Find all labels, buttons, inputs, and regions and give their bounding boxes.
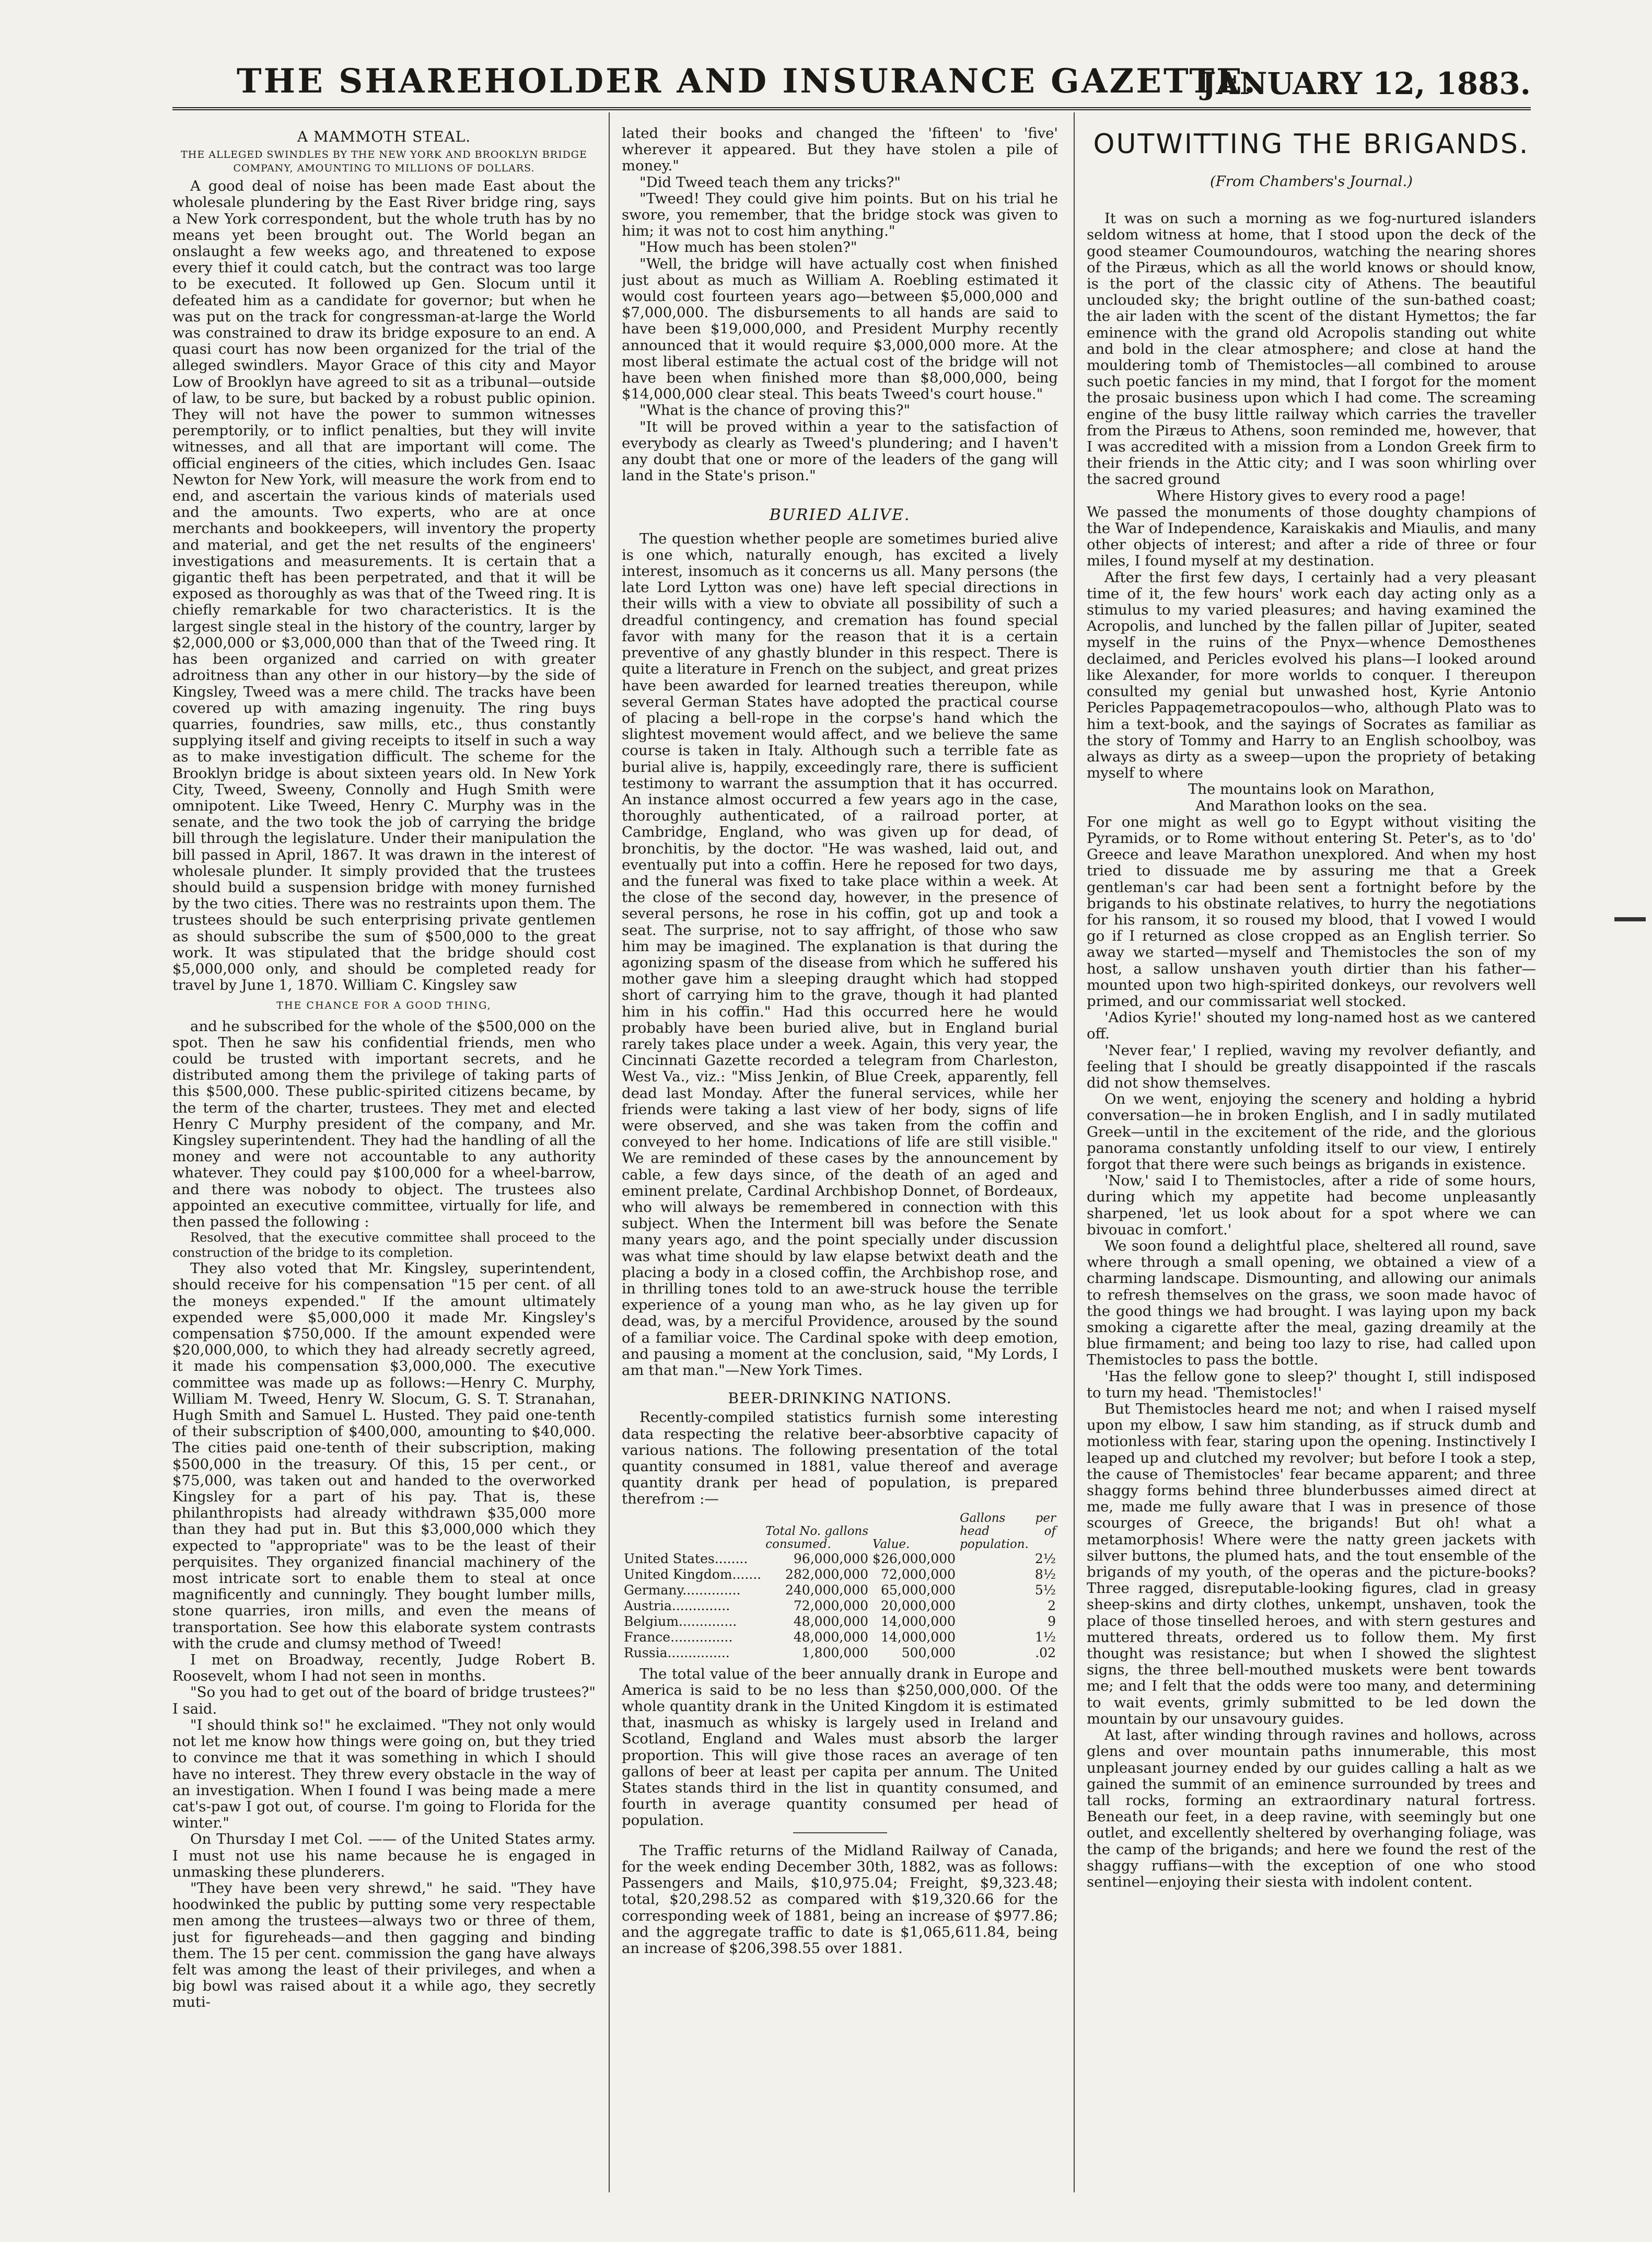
table-row bbox=[622, 1598, 1058, 1614]
table-row bbox=[622, 1582, 1058, 1598]
table-row bbox=[622, 1630, 1058, 1645]
table-header: Gallons per head of population. bbox=[960, 1511, 1056, 1551]
table-cell: .02 bbox=[1035, 1645, 1056, 1660]
column-divider bbox=[609, 112, 610, 2192]
table-cell: 14,000,000 bbox=[880, 1613, 956, 1629]
paragraph: A good deal of noise has been made East about the wholesale plundering by the East River bridge ring, says a New York correspondent, but the whole truth has by no means yet been brought out. The World began an onslaught a few weeks ago, and threatened to expose every thief it could catch, but the contract was too large to be executed. It followed up Gen. Slocum until it defeated him as a candidate for governor; but when he was put on the track for congressman-at-large the World was constrained to draw its bridge exposure to an end. A quasi court has now been organized for the trial of the alleged swindlers. Mayor Grace of this city and Mayor Low of Brooklyn have agreed to sit as a tribunal—outside of law, to be sure, but backed by a robust public opinion. They will not have the power to summon witnesses peremptorily, or to inflict penalties, but they will invite witnesses, and all that are important will come. The official engineers of the cities, which includes Gen. Isaac Newton for New York, will measure the work from end to end, and ascertain the various kinds of materials used and the amounts. Two experts, who are at once merchants and bookkeepers, will inventory the property and material, and get the net results of the engineers' investigations and measurements. It is certain that a gigantic theft has been perpetrated, and that it will be exposed as thoroughly as was that of the Tweed ring. It is chiefly remarkable for two characteristics. It is the largest single steal in the history of the country, larger by $2,000,000 or $3,000,000 than that of the Tweed ring. It has been organized and carried on with greater adroitness than any other in our history—by the side of Kingsley, Tweed was a mere child. The tracks have been covered up with amazing ingenuity. The ring buys quarries, foundries, saw mills, etc., thus constantly supplying itself and giving receipts to itself in such a way as to make investigation difficult. The scheme for the Brooklyn bridge is about sixteen years old. In New York City, Tweed, Sweeny, Connolly and Hugh Smith were omnipotent. Like Tweed, Henry C. Murphy was in the senate, and the two took the job of carrying the bridge bill through the legislature. Under their manipulation the bill passed in April, 1867. It was drawn in the interest of wholesale plunder. It simply provided that the trustees should build a suspension bridge with money furnished by the two cities. There was no restraints upon them. The trustees should be such enterprising private gentlemen as should subscribe the sum of $500,000 to the great work. It was stipulated that the bridge should cost $5,000,000 only, and should be completed ready for travel by June 1, 1870. William C. Kingsley saw bbox=[172, 178, 596, 994]
table-cell: 1,800,000 bbox=[801, 1645, 869, 1660]
table-cell: 48,000,000 bbox=[793, 1629, 869, 1645]
paragraph: The question whether people are sometimes buried alive is one which, naturally enough, has excited a lively interest, insomuch as it concerns us all. Many persons (the late Lord Lytton was one) have left special directions in their wills with a view to obviate all possibility of such a dreadful contingency, and cremation has found special favor with many for the reason that it is a certain preventive of any ghastly blunder in this respect. There is quite a literature in French on the subject, and great prizes have been awarded for learned treaties thereupon, while several German States have adopted the practical course of placing a bell-rope in the corpse's hand which the slightest movement would affect, and we believe the same course is taken in Italy. Although such a terrible fate as burial alive is, happily, exceedingly rare, there is sufficient testimony to warrant the assumption that it has occurred. An instance almost occurred a few years ago in the case, thoroughly authenticated, of a railroad porter, at Cambridge, England, who was given up for dead, of bronchitis, by the doctor. "He was washed, laid out, and eventually put into a coffin. Here he reposed for two days, and the funeral was fixed to take place within a week. At the close of the second day, however, in the presence of several persons, he rose in his coffin, got up and took a seat. The surprise, not to say affright, of those who saw him may be imagined. The explanation is that during the agonizing spasm of the disease from which he suffered his mother gave him a sleeping draught which had stopped short of carrying him to the grave, though it had planted him in his coffin." Had this occurred here he would probably have been buried alive, but in England burial rarely takes place under a week. Again, this very year, the Cincinnati Gazette recorded a telegram from Charleston, West Va., viz.: "Miss Jenkin, of Blue Creek, apparently, fell dead last Monday. After the funeral services, while her friends were taking a last view of her body, signs of life were observed, and she was taken from the coffin and conveyed to her home. Indications of life are still visible." We are reminded of these cases by the announcement by cable, a few days since, of the death of an aged and eminent prelate, Cardinal Archbishop Donnet, of Bordeaux, who will always be remembered in connection with this subject. When the Interment bill was before the Senate many years ago, and the point specially under discussion was what time should by law elapse betwixt death and the placing a body in a closed coffin, the Archbishop rose, and in thrilling tones told to an awe-struck house the terrible experience of a young man who, as he lay given up for dead, was, by a merciful Providence, aroused by the sound of a familiar voice. The Cardinal spoke with deep emotion, and pausing a moment at the conclusion, said, "My Lords, I am that man."—New York Times. bbox=[622, 530, 1058, 1379]
table-cell: France............... bbox=[624, 1629, 733, 1645]
column-divider bbox=[1074, 112, 1075, 2192]
table-cell: 72,000,000 bbox=[880, 1566, 956, 1582]
paragraph: The Traffic returns of the Midland Railway of Canada, for the week ending December 30th, 1882, was as follows: Passengers and Mails, $10,975.04; Freight, $9,323.48; total, $20,298.52 as compared with $19,320.66 for the corresponding week of 1881, being an increase of $977.86; and the aggregate traffic to date is $1,065,611.84, being an increase of $206,398.55 over 1881. bbox=[622, 1842, 1058, 1957]
paragraph: "How much has been stolen?" bbox=[639, 239, 857, 256]
paragraph: Recently-compiled statistics furnish some interesting data respecting the relative beer-absorbtive capacity of various nations. The following presentation of the total quantity consumed in 1881, value thereof and average quantity drank per head of population, is prepared therefrom :— bbox=[622, 1409, 1058, 1508]
paragraph: We soon found a delightful place, sheltered all round, save where through a small opening, we obtained a view of a charming landscape. Dismounting, and allowing our animals to refresh themselves on the grass, we soon made havoc of the good things we had brought. I was laying upon my back smoking a cigarette after the meal, gazing dreamily at the blue firmament; and being too lazy to rise, had called upon Themistocles to pass the bottle. bbox=[1087, 1238, 1536, 1369]
table-cell: Belgium.............. bbox=[624, 1613, 737, 1629]
table-cell: 9 bbox=[1048, 1613, 1056, 1629]
table-cell: 5½ bbox=[1034, 1582, 1056, 1598]
table-cell: 2 bbox=[1048, 1598, 1056, 1613]
table-row bbox=[622, 1567, 1058, 1582]
table-row bbox=[622, 1645, 1058, 1661]
table-cell: 65,000,000 bbox=[880, 1582, 956, 1598]
paragraph: lated their books and changed the 'fifteen' to 'five' wherever it appeared. But they have stolen a pile of money." bbox=[622, 125, 1058, 175]
paragraph: After the first few days, I certainly had a very pleasant time of it, the few hours' work each day acting only as a stimulus to my varied pleasures; and having examined the Acropolis, and lunched by the fallen pillar of Jupiter, seated myself in the ruins of the Pnyx—whence Demosthenes declaimed, and Pericles evolved his plans—I looked around like Alexander, for more worlds to conquer. I thereupon consulted my genial but unwashed host, Kyrie Antonio Pericles Pappaqemetracopoulos—who, although Plato was to him a text-book, and the sayings of Socrates as familiar as the story of Tommy and Harry to an English schoolboy, was always as dirty as a sweep—upon the propriety of betaking myself to where bbox=[1087, 569, 1536, 782]
article-heading: A MAMMOTH STEAL. bbox=[297, 128, 471, 145]
table-cell: 20,000,000 bbox=[880, 1598, 956, 1613]
table-cell: $26,000,000 bbox=[872, 1551, 956, 1566]
paragraph: It was on such a morning as we fog-nurtured islanders seldom witness at home, that I stood upon the deck of the good steamer Coumoundouros, watching the nearing shores of the Piræus, which as all the world knows or should know, is the port of the classic city of Athens. The beautiful unclouded sky; the bright outline of the sun-bathed coast; the air laden with the scent of the distant Hymettos; the far eminence with the grand old Acropolis standing out white and bold in the clear atmosphere; and close at hand the mouldering tomb of Themistocles—all combined to arouse such poetic fancies in my mind, that I forgot for the moment the prosaic business upon which I had come. The screaming engine of the busy little railway which carries the traveller from the Piræus to Athens, soon reminded me, however, that I was accredited with a mission from a London Greek firm to their friends in the Attic city; and I was soon whirling over the sacred ground bbox=[1087, 210, 1536, 488]
verse-line: The mountains look on Marathon, bbox=[1188, 781, 1435, 798]
paragraph: The total value of the beer annually drank in Europe and America is said to be no less than $250,000,000. Of the whole quantity drank in the United Kingdom it is estimated that, inasmuch as whisky is largely used in Ireland and Scotland, England and Wales must absorb the larger proportion. This will give those races an average of ten gallons of beer at least per capita per annum. The United States stands third in the list in quantity consumed, and fourth in average quantity consumed per head of population. bbox=[622, 1665, 1058, 1829]
paragraph: On Thursday I met Col. —— of the United States army. I must not use his name because he is engaged in unmasking these plunderers. bbox=[172, 1831, 596, 1880]
article-subheading: THE ALLEGED SWINDLES BY THE NEW YORK AND BROOKLYN BRIDGE COMPANY, AMOUNTING TO MILLIONS OF DOLLARS. bbox=[181, 149, 587, 175]
paragraph: On we went, enjoying the scenery and holding a hybrid conversation—he in broken English, and I in sadly mutilated Greek—until in the excitement of the ride, and the glorious panorama constantly unfolding itself to our view, I entirely forgot that there were such beings as brigands in existence. bbox=[1087, 1091, 1536, 1173]
paragraph: 'Adios Kyrie!' shouted my long-named host as we cantered off. bbox=[1087, 1009, 1536, 1043]
column-2 bbox=[622, 125, 1058, 2205]
table-cell: 240,000,000 bbox=[785, 1582, 869, 1598]
paragraph: "I should think so!" he exclaimed. "They not only would not let me know how things were going on, but they tried to convince me that it was something in which I should have no interest. They threw every obstacle in the way of an investigation. When I found I was being made a mere cat's-paw I got out, of course. I'm going to Florida for the winter." bbox=[172, 1716, 596, 1832]
column-1 bbox=[172, 125, 596, 2205]
masthead-date: JANUARY 12, 1883. bbox=[1202, 66, 1531, 101]
paragraph: "They have been very shrewd," he said. "They have hoodwinked the public by putting some very respectable men among the trustees—always two or three of them, just for figureheads—and then gagging and binding them. The 15 per cent. commission the gang have always felt was among the least of their privileges, and when a big bowl was raised about it a while ago, they secretly muti- bbox=[172, 1879, 596, 2011]
article-heading: OUTWITTING THE BRIGANDS. bbox=[1093, 129, 1530, 160]
table-cell: 8½ bbox=[1034, 1566, 1056, 1582]
table-cell: 48,000,000 bbox=[793, 1613, 869, 1629]
table-cell: 14,000,000 bbox=[880, 1629, 956, 1645]
table-header-row bbox=[622, 1512, 1058, 1551]
divider bbox=[793, 1832, 887, 1833]
table-cell: United Kingdom....... bbox=[624, 1566, 762, 1582]
article-heading: BEER-DRINKING NATIONS. bbox=[728, 1390, 952, 1407]
verse-line: Where History gives to every rood a page! bbox=[1157, 487, 1466, 504]
table-cell: 2½ bbox=[1034, 1551, 1056, 1566]
section-subheading: THE CHANCE FOR A GOOD THING, bbox=[276, 1000, 492, 1012]
masthead-title: THE SHAREHOLDER AND INSURANCE GAZETTE. bbox=[236, 62, 1258, 101]
masthead bbox=[172, 62, 1531, 109]
paragraph: "What is the chance of proving this?" bbox=[639, 402, 911, 419]
table-row bbox=[622, 1614, 1058, 1630]
paragraph: "Tweed! They could give him points. But on his trial he swore, you remember, that the bridge stock was given to him; it was not to cost him anything." bbox=[622, 190, 1058, 240]
table-cell: 282,000,000 bbox=[785, 1566, 869, 1582]
column-3 bbox=[1087, 125, 1536, 2205]
verse-line: And Marathon looks on the sea. bbox=[1195, 797, 1427, 814]
table-header: Value. bbox=[872, 1537, 910, 1551]
table-cell: Austria.............. bbox=[624, 1598, 730, 1613]
table-row bbox=[622, 1551, 1058, 1567]
table-cell: 500,000 bbox=[901, 1645, 956, 1660]
paragraph: At last, after winding through ravines and hollows, across glens and over mountain paths innumerable, this most unpleasant journey ended by our guides calling a halt as we gained the summit of an eminence surrounded by trees and tall rocks, forming an extraordinary natural fortress. Beneath our feet, in a deep ravine, with seemingly but one outlet, and excellently sheltered by overhanging foliage, was the camp of the brigands; and here we found the rest of the shaggy ruffians—with the exception of one who stood sentinel—enjoying their siesta with indolent content. bbox=[1087, 1727, 1536, 1890]
paragraph: For one might as well go to Egypt without visiting the Pyramids, or to Rome without entering St. Peter's, as to 'do' Greece and leave Marathon unexplored. And when my host tried to dissuade me by assuring me that a Greek gentleman's car had been sent a fortnight before by the brigands to his obstinate relatives, to hurry the negotiations for his ransom, it so roused my blood, that I vowed I would go if I returned as close cropped as an English terrier. So away we started—myself and Themistocles the son of my host, a sallow unshaven youth dirtier than his father—mounted upon two high-spirited donkeys, our revolvers well primed, and our commissariat well stocked. bbox=[1087, 813, 1536, 1010]
table-cell: Russia............... bbox=[624, 1645, 730, 1660]
paragraph: "Did Tweed teach them any tricks?" bbox=[639, 174, 901, 191]
paragraph: 'Has the fellow gone to sleep?' thought I, still indisposed to turn my head. 'Themistocles!' bbox=[1087, 1368, 1536, 1401]
table-cell: 1½ bbox=[1034, 1629, 1056, 1645]
paragraph: "Well, the bridge will have actually cost when finished just about as much as William A. Roebling estimated it would cost fourteen years ago—between $5,000,000 and $7,000,000. The disbursements to all hands are said to have been $19,000,000, and President Murphy recently announced that it would require $3,000,000 more. At the most liberal estimate the actual cost of the bridge will not have been when finished more than $8,000,000, being $14,000,000 clear steal. This beats Tweed's court house." bbox=[622, 255, 1058, 403]
article-heading: BURIED ALIVE. bbox=[769, 506, 911, 525]
table-cell: United States........ bbox=[624, 1551, 748, 1566]
paragraph: We passed the monuments of those doughty champions of the War of Independence, Karaiskakis and Miaulis, and many other objects of interest; and after a ride of three or four miles, I found myself at my destination. bbox=[1087, 503, 1536, 570]
paragraph: I met on Broadway, recently, Judge Robert B. Roosevelt, whom I had not seen in months. bbox=[172, 1651, 596, 1685]
paragraph: 'Never fear,' I replied, waving my revolver defiantly, and feeling that I should be greatly disappointed if the rascals did not show themselves. bbox=[1087, 1042, 1536, 1091]
paragraph: Resolved, that the executive committee shall proceed to the construction of the bridge to its completion. bbox=[172, 1230, 596, 1261]
table-cell: 96,000,000 bbox=[793, 1551, 869, 1566]
paragraph: 'Now,' said I to Themistocles, after a ride of some hours, during which my appetite had become unpleasantly sharpened, 'let us look about for a spot where we can bivouac in comfort.' bbox=[1087, 1172, 1536, 1238]
beer-statistics-table bbox=[622, 1512, 1058, 1661]
masthead-rule bbox=[172, 107, 1531, 110]
table-header bbox=[622, 1512, 763, 1551]
paragraph: "It will be proved within a year to the satisfaction of everybody as clearly as Tweed's plundering; and I haven't any doubt that one or more of the leaders of the gang will land in the State's prison." bbox=[622, 418, 1058, 484]
article-credit: (From Chambers's Journal.) bbox=[1210, 173, 1413, 190]
paragraph: But Themistocles heard me not; and when I raised myself upon my elbow, I saw him standing, as if struck dumb and motionless with fear, staring upon the opening. Instinctively I leaped up and clutched my revolver; but before I took a step, the cause of Themistocles' fear became apparent; and three shaggy forms behind three blunderbusses aimed direct at me, made me fully aware that I was in presence of those scourges of Greece, the brigands! But oh! what a metamorphosis! Where were the natty green jackets with silver buttons, the plumed hats, and the tout ensemble of the brigands of my youth, of the operas and the picture-books? Three ragged, disreputable-looking figures, clad in greasy sheep-skins and dirty clothes, unkempt, unshaven, took the place of those tinselled heroes, and with stern gestures and muttered threats, ordered us to follow them. My first thought was resistance; but when I showed the slightest signs, the three bell-mouthed muskets were bent towards me; and I felt that the odds were too many, and determining to wait events, grimly submitted to be led down the mountain by our unsavoury guides. bbox=[1087, 1401, 1536, 1727]
paragraph: "So you had to get out of the board of bridge trustees?" I said. bbox=[172, 1684, 596, 1717]
paragraph: and he subscribed for the whole of the $500,000 on the spot. Then he saw his confidential friends, men who could be trusted with important secrets, and he distributed among them the privilege of taking parts of this $500,000. These public-spirited citizens became, by the term of the charter, trustees. They met and elected Henry C Murphy president of the company, and Mr. Kingsley superintendent. They had the handling of all the money and were not accountable to any authority whatever. They could pay $100,000 for a wheel-barrow, and there was nobody to object. The trustees also appointed an executive committee, virtually for life, and then passed the following : bbox=[172, 1018, 596, 1230]
table-cell: Germany.............. bbox=[624, 1582, 741, 1598]
table-cell: 72,000,000 bbox=[793, 1598, 869, 1613]
table-header: Total No. gallons consumed. bbox=[765, 1524, 869, 1551]
paragraph: They also voted that Mr. Kingsley, superintendent, should receive for his compensation "15 per cent. of all the moneys expended." If the amount ultimately expended were $5,000,000 it made Mr. Kingsley's compensation $750,000. If the amount expended were $20,000,000, to which they had already secretly agreed, it made his compensation $3,000,000. The executive committee was made up as follows:—Henry C. Murphy, William M. Tweed, Henry W. Slocum, G. S. T. Stranahan, Hugh Smith and Samuel L. Husted. They paid one-tenth of their subscription of $400,000, amounting to $40,000. The cities paid one-tenth of their subscription, making $500,000 in the treasury. Of this, 15 per cent., or $75,000, was taken out and handed to the overworked Kingsley for a part of his pay. That is, these philanthropists had already withdrawn $35,000 more than they had put in. But this $3,000,000 which they expected to "appropriate" was to be the least of their perquisites. They organized financial machinery of the most intricate sort to enable them to steal at once magnificently and cunningly. They bought lumber mills, stone quarries, iron mills, and even the means of transportation. See how this elaborate system contrasts with the crude and clumsy method of Tweed! bbox=[172, 1260, 596, 1652]
margin-mark bbox=[1614, 917, 1646, 921]
